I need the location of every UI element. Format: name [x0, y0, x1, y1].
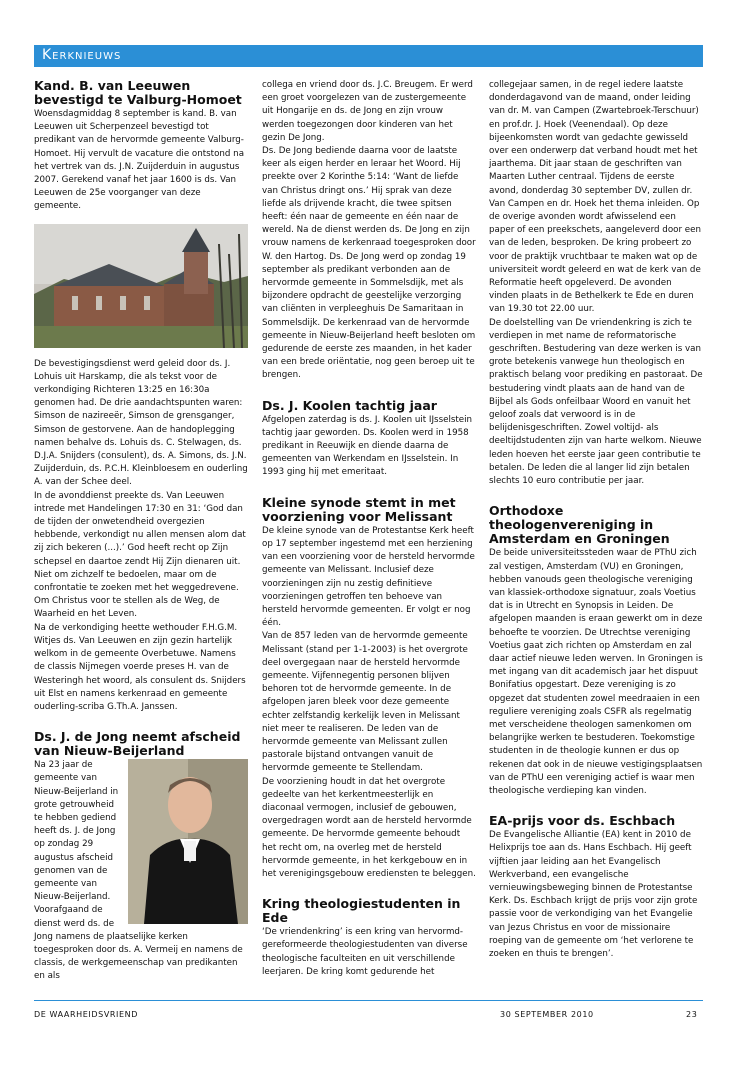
- article-paragraph: De kleine synode van de Protestantse Kerk heeft op 17 september ingestemd met een herziening van een voorziening voor de hersteld hervormde gemeente van Melissant. Inclusief deze voorzieningen zijn nu zestig definitieve voorzieningen getroffen ten behoeve van hersteld hervormde gemeenten. Er volgt er nog één.: [262, 525, 475, 629]
- article-paragraph: Woensdagmiddag 8 september is kand. B. van Leeuwen uit Scherpenzeel bevestigd tot predikant van de hervormde gemeente Valburg-Homoet. Hij vervult de vacature die ontstond na het vertrek van ds. J.N. Zuijderduin in augustus 2007. Gerekend vanaf het jaar 1600 is ds. Van Leeuwen de 25e voorganger van deze gemeente.: [34, 109, 245, 212]
- footer-date: 30 SEPTEMBER 2010: [500, 1010, 594, 1019]
- section-banner: [34, 45, 703, 67]
- article-heading: Kring theologiestudenten in Ede: [262, 896, 461, 926]
- article-paragraph: De bevestigingsdienst werd geleid door ds. J. Lohuis uit Harskamp, die als tekst voor de verkondiging Richteren 13:25 en 16:30a genomen had. De drie aandachtspunten waren: Simson de nazireeër, Simson de grensganger, Simson de gestorvene. Aan de handoplegging namen behalve ds. Lohuis ds. C. Stelwagen, ds. D.J.A. Snijders (consulent), ds. A. Simons, ds. J.N. Zuijderduin, ds. P.C.H. Kleinbloesem en ouderling A. van der Schee deel.: [34, 358, 248, 488]
- article-heading: Orthodoxe theologenvereniging in Amsterdam en Groningen: [489, 503, 670, 547]
- article-paragraph: Na 23 jaar de gemeente van Nieuw-Beijerland in grote getrouwheid te hebben gediend heeft ds. J. de Jong op zondag 29 augustus afscheid genomen van de gemeente van Nieuw-Beijerland. Voorafgaand de dienst werd ds. de Jong namens de plaatselijke kerken toegesproken door ds. A. Vermeij en namens de classis, de werkgemeenschap van predikanten en als: [34, 760, 243, 982]
- column-2: [262, 79, 476, 979]
- article-paragraph: collega en vriend door ds. J.C. Breugem. Er werd een groet voorgelezen van de zustergemeente uit Hongarije en ds. de Jong en zijn vrouw werden toegezongen door kinderen van het gezin De Jong.: [262, 80, 473, 143]
- article-heading: EA-prijs voor ds. Eschbach: [489, 813, 676, 829]
- article-paragraph: Ds. De Jong bediende daarna voor de laatste keer als eigen herder en leraar het Woord. Hij preekte over 2 Korinthe 5:14: ‘Want de liefde van Christus dringt ons.’ Hij sprak van deze liefde als drijvende kracht, die twee spitsen heeft: één naar de gemeente en één naar de wereld. Na de dienst werden ds. De Jong en zijn vrouw namens de kerkenraad toegesproken door W. den Hartog. Ds. De Jong werd op zondag 19 september als predikant verbonden aan de hervormde gemeente in Sommelsdijk, met als bijzondere opdracht de geestelijke verzorging van cliënten in verpleeghuis De Samaritaan in Sommelsdijk. De kerkenraad van de hervormde gemeente in Nieuw-Beijerland heeft besloten om gedurende de eerste zes maanden, in het kader van een brede oriëntatie, nog geen beroep uit te brengen.: [262, 146, 476, 381]
- article-paragraph: collegejaar samen, in de regel iedere laatste donderdagavond van de maand, onder leiding van dr. M. van Campen (Zwartebroek-Terschuur) en prof.dr. J. Hoek (Veenendaal). Op deze bijeenkomsten wordt van gedachte gewisseld over een onderwerp dat verband houdt met het jaarthema. Dit jaar staan de geschriften van Maarten Luther centraal. Tijdens de eerste avond, donderdag 30 september DV, zullen dr. Van Campen en dr. Hoek het thema inleiden. Op de overige avonden wordt afwisselend een paper of een preekschets, aangeleverd door een van de leden, besproken. De kring probeert zo voor de praktijk vruchtbaar te maken wat op de universiteit wordt geleerd en wat de kerk van de Reformatie heeft opgeleverd. De avonden vinden plaats in de Bethelkerk te Ede en duren van 19.30 tot 22.00 uur.: [489, 80, 701, 315]
- column-1: [34, 79, 248, 984]
- article-heading: Ds. J. Koolen tachtig jaar: [262, 397, 437, 413]
- article-heading: Ds. J. de Jong neemt afscheid van Nieuw-Beijerland: [34, 729, 241, 759]
- section-title: Kerknieuws: [42, 47, 122, 63]
- footer-publication: DE WAARHEIDSVRIEND: [34, 1010, 139, 1019]
- column-3: [489, 79, 703, 961]
- article-heading: Kand. B. van Leeuwen bevestigd te Valburg-Homoet: [34, 78, 242, 107]
- article-paragraph: ‘De vriendenkring’ is een kring van hervormd-gereformeerde theologiestudenten van diverse theologische faculteiten en uit verschillende leerjaren. De kring komt gedurende het: [262, 927, 468, 977]
- article-paragraph: De voorziening houdt in dat het overgrote gedeelte van het kerkentmeesterlijk en diaconaal vermogen, inclusief de gebouwen, overgedragen wordt aan de hersteld hervormde gemeente. De hervormde gemeente behoudt het recht om, na overleg met de hersteld hervormde gemeente, in het kerkgebouw en in het verenigingsgebouw erediensten te beleggen.: [262, 776, 476, 879]
- page-number: 23: [686, 1010, 698, 1019]
- article-paragraph: Na de verkondiging heette wethouder F.H.G.M. Witjes ds. Van Leeuwen en zijn gezin hartelijk welkom in de gemeente Overbetuwe. Namens de classis Nijmegen voerde preses H. van de Westeringh het woord, als consulent ds. Snijders uit Elst en namens kerkenraad en gemeente ouderling-scriba G.Th.A. Janssen.: [34, 622, 246, 712]
- article-paragraph: De doelstelling van De vriendenkring is zich te verdiepen in met name de reformatorische geschriften. Bestudering van deze werken is van grote betekenis vanwege hun theologisch en praktisch belang voor prediking en pastoraat. De bestudering vindt plaats aan de hand van de Bijbel als Gods onfeilbaar Woord en vanuit het geloof zoals dat verwoord is in de belijdenisgeschriften. Zowel voltijd- als deeltijdstudenten zijn van harte welkom. Nieuwe leden hoeven het eerste jaar geen contributie te betalen. De leden die al langer lid zijn betalen slechts 10 euro contributie per jaar.: [489, 317, 703, 487]
- article-paragraph: Afgelopen zaterdag is ds. J. Koolen uit IJsselstein tachtig jaar geworden. Ds. Koolen werd in 1958 predikant in Reeuwijk en diende daarna de gemeenten van Werkendam en IJsselstein. In 1993 ging hij met emeritaat.: [262, 414, 473, 478]
- article-paragraph: Van de 857 leden van de hervormde gemeente Melissant (stand per 1-1-2003) is het overgrote deel overgegaan naar de hersteld hervormde gemeente. Vijfennegentig personen blijven behoren tot de hervormde gemeente. In de afgelopen jaren bleek voor deze gemeente echter zelfstandig kerkelijk leven in Melissant niet meer te realiseren. De leden van de hervormde gemeente van Melissant zullen pastorale bijstand ontvangen vanuit de hervormde gemeente te Stellendam.: [262, 631, 468, 774]
- article-paragraph: In de avonddienst preekte ds. Van Leeuwen intrede met Handelingen 17:30 en 31: ‘God dan de tijden der onwetendheid overgezien hebbende, verkondigt nu allen mensen alom dat zij zich bekeren (...).’ God heeft recht op Zijn schepsel en daartoe zendt Hij Zijn dienaren uit. Niet om zichzelf te bedoelen, maar om de confrontatie te zoeken met het weggedrevene. Om Christus voor te stellen als de Weg, de Waarheid en het Leven.: [34, 490, 246, 620]
- footer-divider: [34, 1000, 703, 1001]
- portrait-photo: [128, 759, 248, 924]
- article-paragraph: De Evangelische Alliantie (EA) kent in 2010 de Helixprijs toe aan ds. Hans Eschbach. Hij geeft vijftien jaar leiding aan het Evangelisch Werkverband, een evangelische vernieuwingsbeweging binnen de Protestantse Kerk. Ds. Eschbach krijgt de prijs voor zijn grote passie voor de verkondiging van het Evangelie van Jezus Christus en voor de missionaire roeping van de gemeente om ‘het verlorene te zoeken en thuis te brengen’.: [489, 830, 698, 959]
- article-heading: Kleine synode stemt in met voorziening voor Melissant: [262, 494, 456, 524]
- church-photo: [34, 224, 248, 348]
- article-paragraph: De beide universiteitssteden waar de PThU zich zal vestigen, Amsterdam (VU) en Groningen, hebben vanouds geen theologische vereniging van klassiek-orthodoxe signatuur, zoals Voetius dat is in Utrecht en Synopsis in Leiden. De afgelopen maanden is eraan gewerkt om in deze behoefte te voorzien. De Utrechtse vereniging Voetius gaat zich richten op Amsterdam en zal daar actief nieuwe leden werven. In Groningen is met ingang van dit academisch jaar het dispuut Bonifatius opgestart. Deze vereniging is zo opgezet dat studenten zowel meedraaien in een reguliere vereniging zoals CSFR als regelmatig met verscheidene theologen samenkomen om belangrijke werken te bestuderen. Toekomstige studenten in de theologie kunnen er dus op rekenen dat ook in de nieuwe vestigingsplaatsen van de PThU een vereniging actief is waar men theologische verdieping kan vinden.: [489, 548, 703, 796]
